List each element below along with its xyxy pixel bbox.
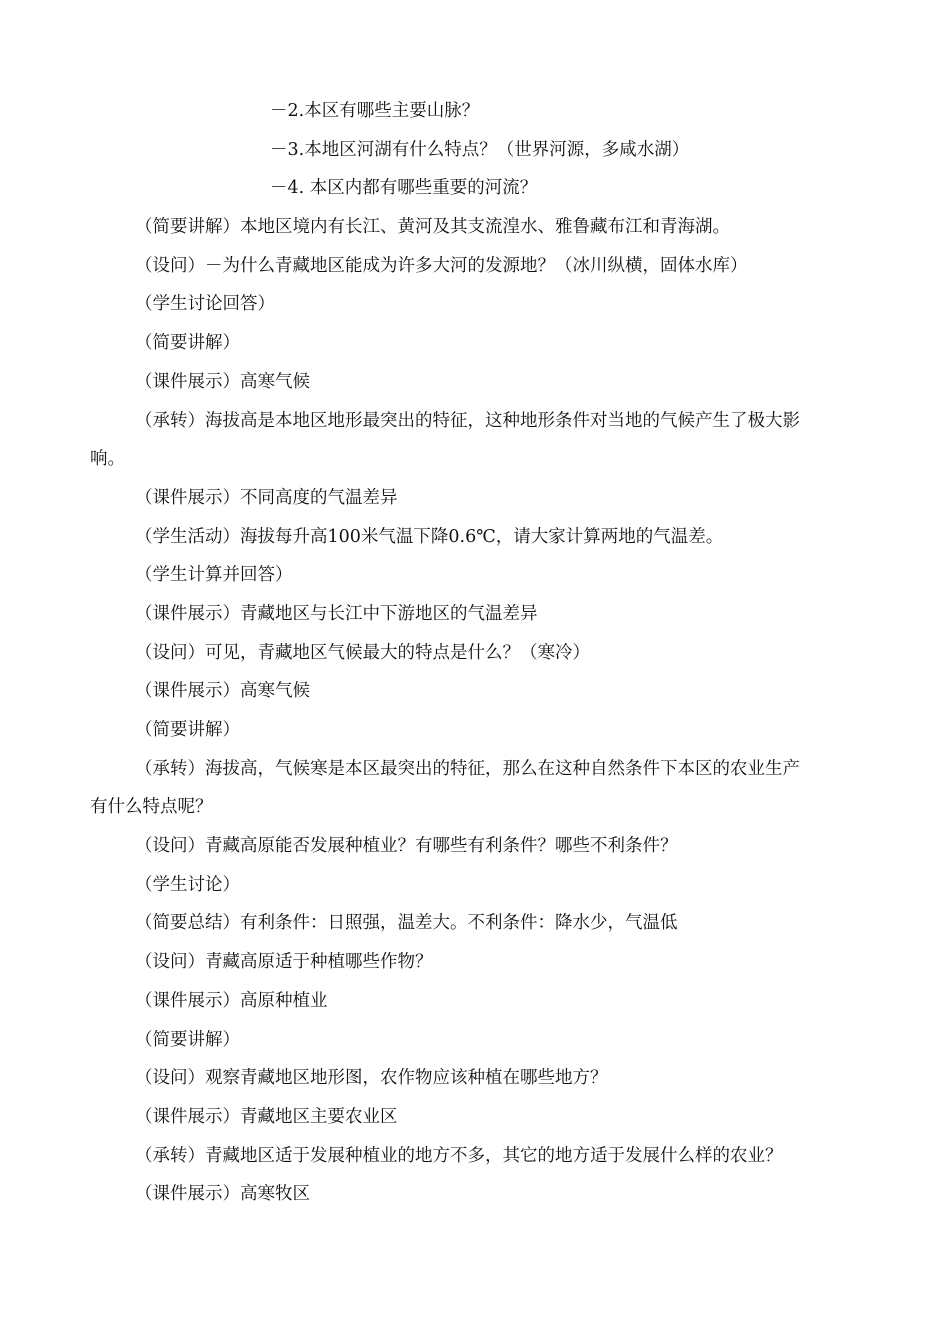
question-line: －3.本地区河湖有什么特点？（世界河源，多咸水湖） bbox=[270, 139, 690, 160]
paragraph-line: （设问）青藏高原能否发展种植业？有哪些有利条件？哪些不利条件？ bbox=[135, 836, 678, 857]
paragraph-line: （简要讲解）本地区境内有长江、黄河及其支流湟水、雅鲁藏布江和青海湖。 bbox=[135, 217, 730, 238]
paragraph-line: （课件展示）不同高度的气温差异 bbox=[135, 487, 398, 508]
paragraph-line: （简要讲解） bbox=[135, 333, 240, 354]
paragraph-line: （承转）青藏地区适于发展种植业的地方不多，其它的地方适于发展什么样的农业？ bbox=[135, 1145, 783, 1166]
paragraph-line: （简要讲解） bbox=[135, 720, 240, 740]
paragraph-line: （承转）海拔高是本地区地形最突出的特征，这种地形条件对当地的气候产生了极大影 bbox=[135, 410, 800, 431]
paragraph-line: （学生讨论回答） bbox=[135, 294, 275, 315]
paragraph-line: （课件展示）高原种植业 bbox=[135, 990, 328, 1011]
paragraph-line: （设问）青藏高原适于种植哪些作物？ bbox=[135, 952, 433, 973]
paragraph-line: （设问）观察青藏地区地形图，农作物应该种植在哪些地方？ bbox=[135, 1068, 608, 1089]
paragraph-continuation: 响。 bbox=[90, 449, 125, 470]
paragraph-line: （课件展示）青藏地区与长江中下游地区的气温差异 bbox=[135, 603, 538, 624]
paragraph-line: （设问）－为什么青藏地区能成为许多大河的发源地？（冰川纵横，固体水库） bbox=[135, 255, 748, 276]
paragraph-line: （简要讲解） bbox=[135, 1029, 240, 1050]
paragraph-line: （设问）可见，青藏地区气候最大的特点是什么？（寒冷） bbox=[135, 642, 590, 663]
paragraph-line: （课件展示）青藏地区主要农业区 bbox=[135, 1106, 398, 1127]
question-line: －4. 本区内都有哪些重要的河流？ bbox=[270, 178, 538, 199]
paragraph-line: （课件展示）高寒气候 bbox=[135, 371, 310, 392]
paragraph-line: （学生讨论） bbox=[135, 874, 240, 895]
paragraph-line: （课件展示）高寒气候 bbox=[135, 681, 310, 702]
paragraph-line: （学生计算并回答） bbox=[135, 565, 293, 586]
paragraph-line: （承转）海拔高，气候寒是本区最突出的特征，那么在这种自然条件下本区的农业生产 bbox=[135, 758, 800, 779]
document-body bbox=[90, 92, 865, 1214]
paragraph-line: （课件展示）高寒牧区 bbox=[135, 1184, 310, 1205]
paragraph-line: （学生活动）海拔每升高100米气温下降0.6℃，请大家计算两地的气温差。 bbox=[135, 526, 724, 547]
paragraph-line: （简要总结）有利条件：日照强，温差大。不利条件：降水少，气温低 bbox=[135, 913, 678, 934]
paragraph-continuation: 有什么特点呢？ bbox=[90, 797, 213, 818]
question-line: －2.本区有哪些主要山脉？ bbox=[270, 101, 480, 121]
